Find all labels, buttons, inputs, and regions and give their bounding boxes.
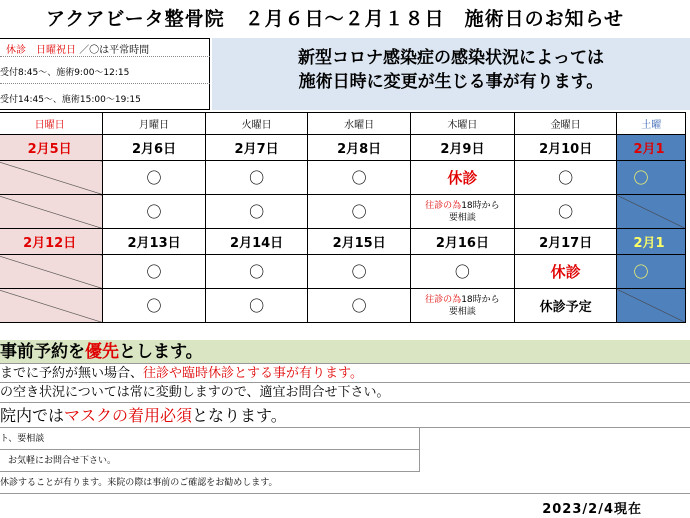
date-cell: 2月8日 [308,135,411,161]
slot-cell: 往診の為18時から 要相談 [410,195,514,229]
date-cell: 2月15日 [308,229,411,255]
slot-cell: 〇 [514,195,617,229]
slot-cell: 〇 [617,161,686,195]
schedule-table [0,112,686,323]
weekday-fri: 金曜日 [514,113,617,135]
note-availability: の空き状況については常に変動しますので、適宜お問合せ下さい。 [0,383,690,403]
morning-hours: 受付8:45～、施術9:00～12:15 [0,68,130,78]
slot-cell: 休診 [410,161,514,195]
slot-cell: 〇 [308,289,411,323]
slot-cell: 〇 [308,195,411,229]
page-title: アクアビータ整骨院 ２月６日～２月１８日 施術日のお知らせ [45,8,625,30]
note-closure: 休診することが有ります。来院の際は事前のご確認をお勧めします。 [0,472,690,494]
week2-date-row [0,229,686,255]
week1-date-row [0,135,686,161]
weekday-thu: 木曜日 [410,113,514,135]
slot-cell: 〇 [205,195,308,229]
closed-slot [0,195,103,229]
date-cell: 2月5日 [0,135,103,161]
slot-cell: 休診予定 [514,289,617,323]
note-mask: 院内ではマスクの着用必須となります。 [0,403,690,428]
closed-slot [0,255,103,289]
slot-cell: 往診の為18時から 要相談 [410,289,514,323]
date-cell: 2月9日 [410,135,514,161]
date-cell: 2月16日 [410,229,514,255]
slot-cell: 〇 [205,161,308,195]
closed-slot [617,195,686,229]
note-no-reservation: までに予約が無い場合、往診や臨時休診とする事が有ります。 [0,364,690,383]
slot-cell: 休診 [514,255,617,289]
slot-cell: 〇 [410,255,514,289]
date-cell: 2月10日 [514,135,617,161]
slot-cell: 〇 [103,255,206,289]
date-cell: 2月12日 [0,229,103,255]
date-cell: 2月7日 [205,135,308,161]
slot-cell: 〇 [103,195,206,229]
weekday-wed: 水曜日 [308,113,411,135]
weekday-mon: 月曜日 [103,113,206,135]
normal-hours-label: ／〇は平常時間 [79,45,150,56]
date-cell: 2月14日 [205,229,308,255]
slot-cell: 〇 [103,289,206,323]
week1-pm-row [0,195,686,229]
date-cell: 2月1 [617,135,686,161]
week1-am-row [0,161,686,195]
note-consult: ト、要相談 [0,428,420,450]
week2-am-row [0,255,686,289]
weekday-header-row [0,113,686,135]
slot-cell: 〇 [617,255,686,289]
slot-cell: 〇 [308,255,411,289]
weekday-sat: 土曜 [617,113,686,135]
closed-slot [0,289,103,323]
slot-cell: 〇 [103,161,206,195]
closed-slot [0,161,103,195]
slot-cell: 〇 [205,289,308,323]
slot-cell: 〇 [308,161,411,195]
weekday-sun: 日曜日 [0,113,103,135]
holiday-label: 休診 日曜祝日 [6,45,76,56]
as-of-date: 2023/2/4現在 [542,502,642,517]
covid-notice: 新型コロナ感染症の感染状況によっては 施術日時に変更が生じる事が有ります。 [212,38,690,110]
note-contact: お気軽にお問合せ下さい。 [0,450,420,472]
hours-info-box [0,38,210,110]
date-cell: 2月17日 [514,229,617,255]
slot-cell: 〇 [205,255,308,289]
date-cell: 2月6日 [103,135,206,161]
note-reservation: 事前予約を優先とします。 [0,340,690,364]
week2-pm-row [0,289,686,323]
date-cell: 2月1 [617,229,686,255]
closed-slot [617,289,686,323]
date-cell: 2月13日 [103,229,206,255]
slot-cell: 〇 [514,161,617,195]
afternoon-hours: 受付14:45～、施術15:00～19:15 [0,95,141,105]
weekday-tue: 火曜日 [205,113,308,135]
